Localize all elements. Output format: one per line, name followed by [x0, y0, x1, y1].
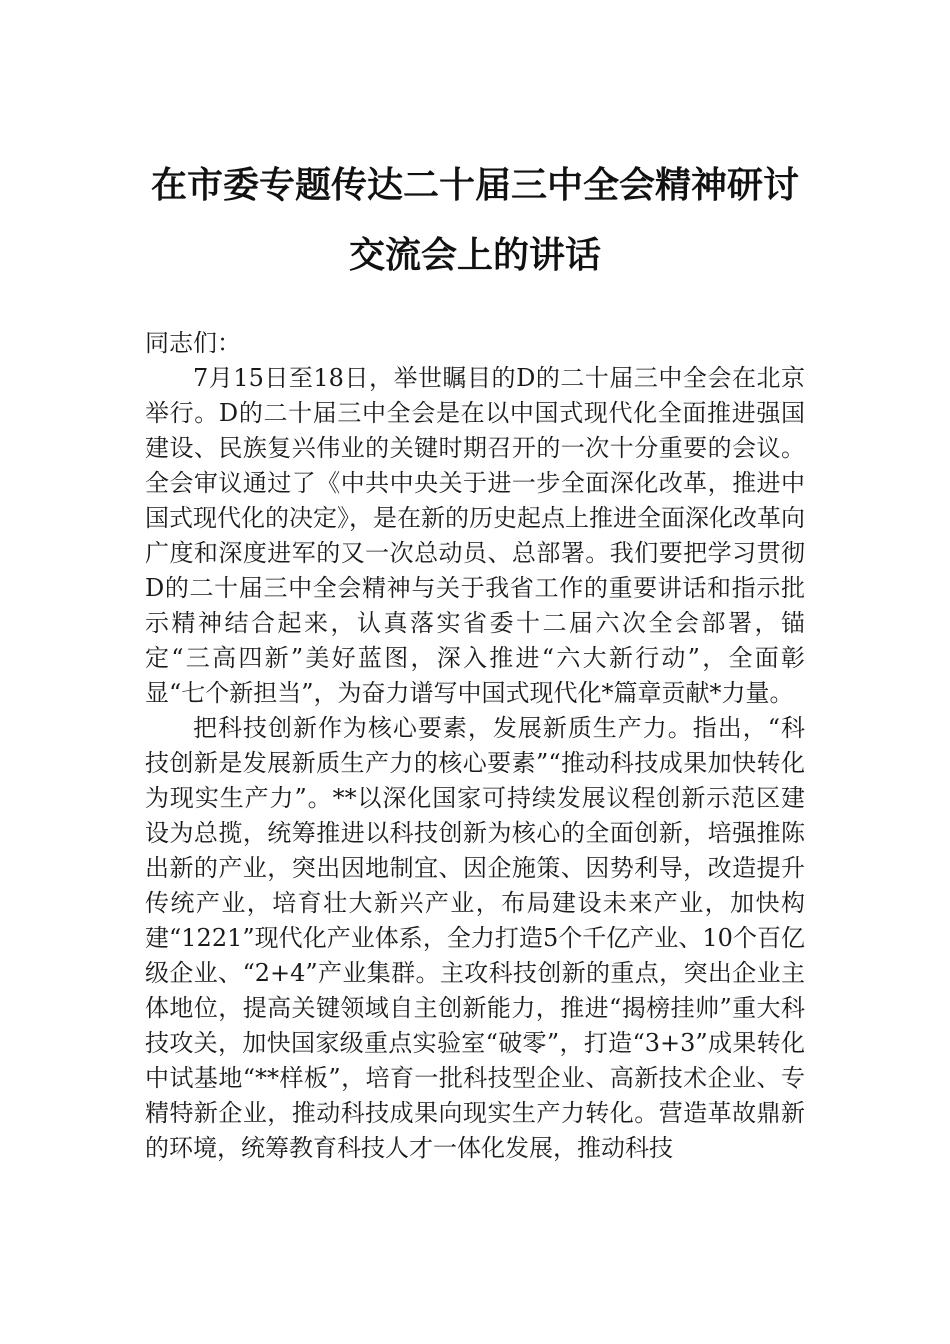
- paragraph-1: 7月15日至18日，举世瞩目的D的二十届三中全会在北京举行。D的二十届三中全会是在以中国式现代化全面推进强国建设、民族复兴伟业的关键时期召开的一次十分重要的会议。全会审议通过了《中共中央关于进一步全面深化改革，推进中国式现代化的决定》，是在新的历史起点上推进全面深化改革向广度和深度进军的又一次总动员、总部署。我们要把学习贯彻D的二十届三中全会精神与关于我省工作的重要讲话和指示批示精神结合起来，认真落实省委十二届六次全会部署，锚定“三高四新”美好蓝图，深入推进“六大新行动”，全面彰显“七个新担当”，为奋力谱写中国式现代化*篇章贡献*力量。: [145, 364, 805, 707]
- salutation: 同志们：: [145, 329, 241, 357]
- document-title-line-1: 在市委专题传达二十届三中全会精神研讨: [150, 165, 799, 206]
- document-title-line-2: 交流会上的讲话: [348, 235, 601, 276]
- paragraph-2: 把科技创新作为核心要素，发展新质生产力。指出，“科技创新是发展新质生产力的核心要素”“推动科技成果加快转化为现实生产力”。**以深化国家可持续发展议程创新示范区建设为总揽，统筹推进以科技创新为核心的全面创新，培强推陈出新的产业，突出因地制宜、因企施策、因势利导，改造提升传统产业，培育壮大新兴产业，布局建设未来产业，加快构建“1221”现代化产业体系，全力打造5个千亿产业、10个百亿级企业、“2+4”产业集群。主攻科技创新的重点，突出企业主体地位，提高关键领域自主创新能力，推进“揭榜挂帅”重大科技攻关，加快国家级重点实验室“破零”，打造“3+3”成果转化中试基地“**样板”，培育一批科技型企业、高新技术企业、专精特新企业，推动科技成果向现实生产力转化。营造革故鼎新的环境，统筹教育科技人才一体化发展，推动科技: [145, 714, 805, 1162]
- document-body: [145, 326, 805, 1166]
